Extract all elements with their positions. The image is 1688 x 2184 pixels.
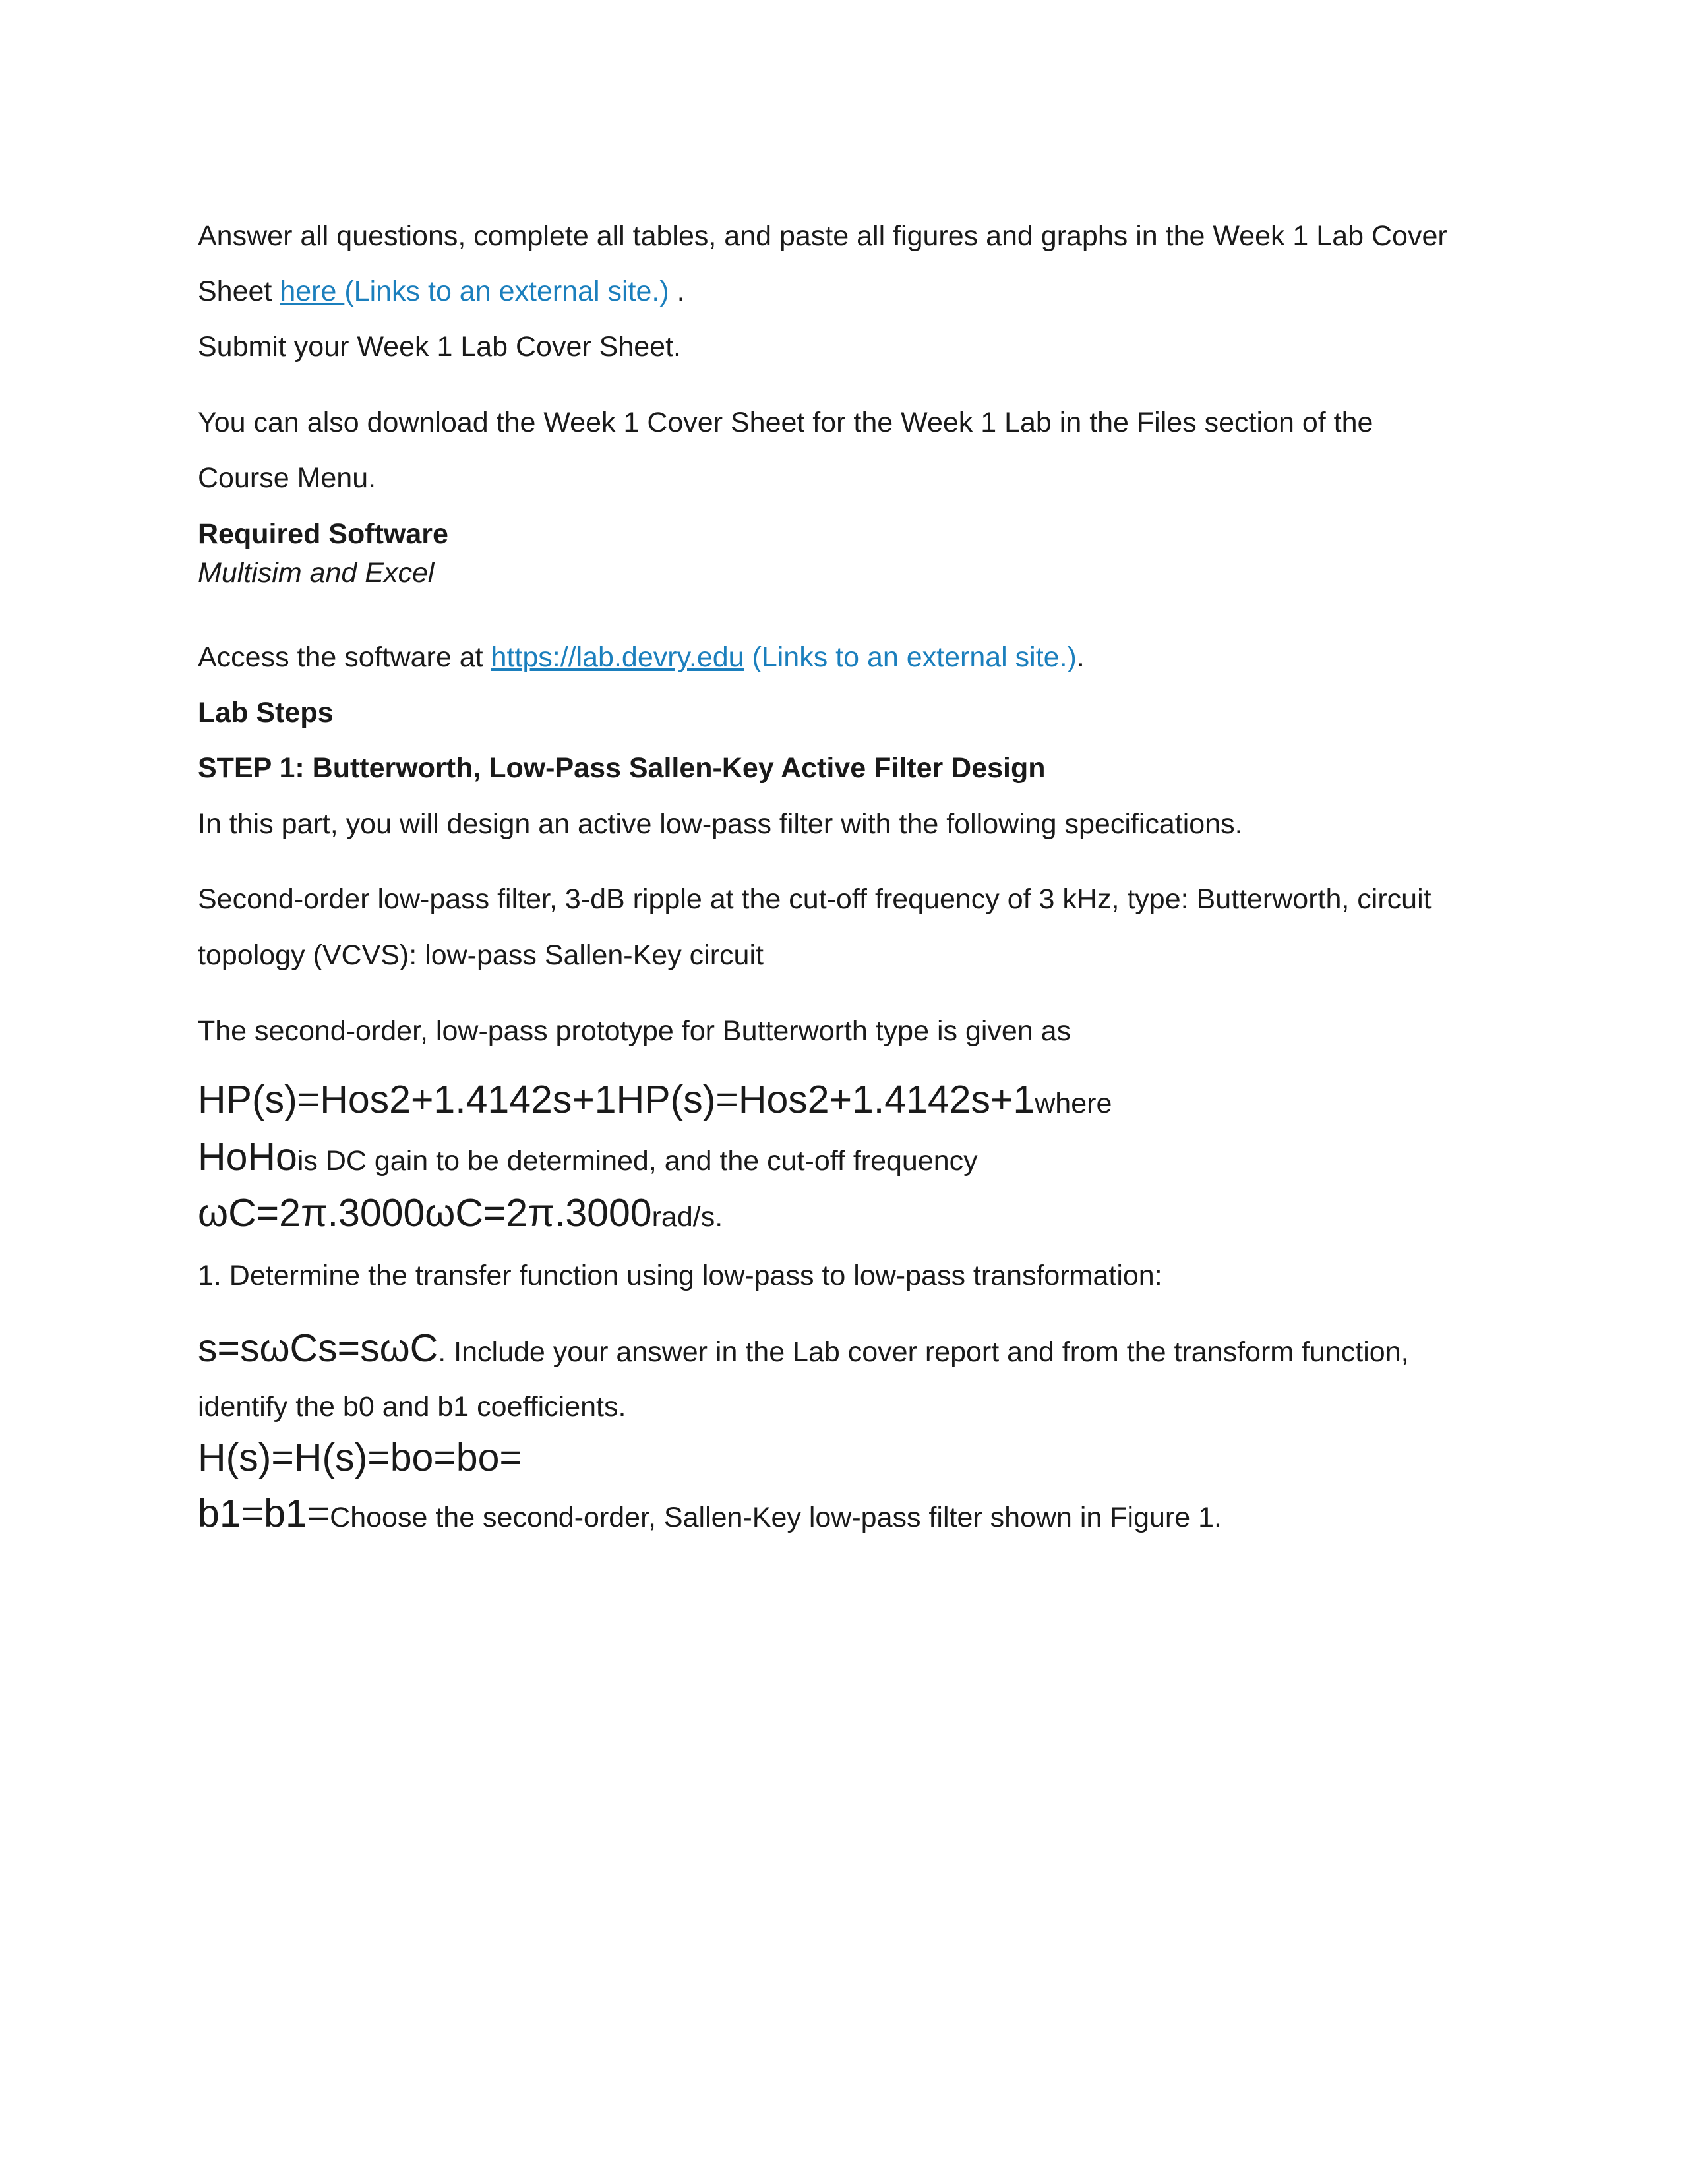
download-line-2 bbox=[198, 459, 376, 496]
coefficients-text: identify the b0 and b1 coefficients. bbox=[198, 1391, 626, 1423]
sentence-end: . bbox=[669, 276, 685, 307]
wc-formula-line bbox=[198, 1191, 723, 1235]
question-1 bbox=[198, 1257, 1162, 1294]
s-instruction: . Include your answer in the Lab cover report and from the transform function, bbox=[438, 1336, 1409, 1368]
spec-line-2 bbox=[198, 937, 764, 974]
here-link[interactable]: here bbox=[280, 276, 345, 307]
step1-intro bbox=[198, 806, 1243, 842]
spec-text: Second-order low-pass filter, 3-dB ripple at the cut-off frequency of 3 kHz, type: Butterworth, circuit bbox=[198, 883, 1432, 915]
s-formula-line bbox=[198, 1326, 1409, 1371]
spec-line-1 bbox=[198, 881, 1432, 918]
intro-text: Answer all questions, complete all tables, and paste all figures and graphs in the Week 1 Lab Cover bbox=[198, 220, 1447, 252]
lab-url-link[interactable]: https://lab.devry.edu bbox=[491, 641, 744, 673]
spec-text-end: topology (VCVS): low-pass Sallen-Key circuit bbox=[198, 939, 764, 971]
software-name bbox=[198, 554, 434, 591]
intro-line-2 bbox=[198, 273, 685, 310]
figure-instruction: Choose the second-order, Sallen-Key low-pass filter shown in Figure 1. bbox=[330, 1502, 1222, 1533]
submit-line bbox=[198, 328, 681, 365]
intro-line-1 bbox=[198, 218, 1447, 254]
h-formula: H(s)=H(s)=bo=bo= bbox=[198, 1436, 522, 1479]
software-heading-text: Required Software bbox=[198, 518, 448, 550]
hp-where-text: where bbox=[1035, 1088, 1112, 1119]
h-formula-line bbox=[198, 1436, 522, 1480]
required-software-heading bbox=[198, 516, 448, 552]
access-suffix: . bbox=[1076, 641, 1085, 673]
question-1-text: 1. Determine the transfer function using low-pass to low-pass transformation: bbox=[198, 1260, 1162, 1291]
download-text: You can also download the Week 1 Cover Sheet for the Week 1 Lab in the Files section of the bbox=[198, 407, 1373, 438]
wc-formula: ωC=2π.3000ωC=2π.3000 bbox=[198, 1191, 652, 1235]
access-prefix: Access the software at bbox=[198, 641, 491, 673]
step1-heading bbox=[198, 750, 1046, 786]
download-line-1 bbox=[198, 404, 1373, 441]
hp-formula: HP(s)=Hos2+1.4142s+1HP(s)=Hos2+1.4142s+1 bbox=[198, 1078, 1035, 1121]
hp-formula-line bbox=[198, 1078, 1112, 1122]
step1-heading-text: STEP 1: Butterworth, Low-Pass Sallen-Key Active Filter Design bbox=[198, 752, 1046, 784]
download-text-end: Course Menu. bbox=[198, 462, 377, 494]
s-formula: s=sωCs=sωC bbox=[198, 1326, 438, 1370]
submit-text: Submit your Week 1 Lab Cover Sheet. bbox=[198, 331, 681, 363]
prototype-text: The second-order, low-pass prototype for Butterworth type is given as bbox=[198, 1015, 1071, 1047]
ho-symbol: HoHo bbox=[198, 1135, 297, 1179]
sheet-label: Sheet bbox=[198, 276, 280, 307]
access-line bbox=[198, 639, 1085, 676]
wc-unit: rad/s. bbox=[651, 1201, 723, 1233]
b1-formula: b1=b1= bbox=[198, 1492, 330, 1535]
external-site-note: (Links to an external site.) bbox=[344, 276, 669, 307]
lab-steps-heading bbox=[198, 694, 334, 731]
coefficients-line bbox=[198, 1388, 626, 1425]
step1-intro-text: In this part, you will design an active low-pass filter with the following specifications. bbox=[198, 808, 1243, 840]
access-external-note: (Links to an external site.) bbox=[744, 641, 1077, 673]
lab-steps-text: Lab Steps bbox=[198, 697, 334, 728]
software-name-text: Multisim and Excel bbox=[198, 557, 435, 589]
prototype-line bbox=[198, 1013, 1071, 1049]
b1-formula-line bbox=[198, 1492, 1222, 1536]
ho-description: is DC gain to be determined, and the cut-off frequency bbox=[297, 1145, 978, 1177]
ho-formula-line bbox=[198, 1135, 978, 1179]
